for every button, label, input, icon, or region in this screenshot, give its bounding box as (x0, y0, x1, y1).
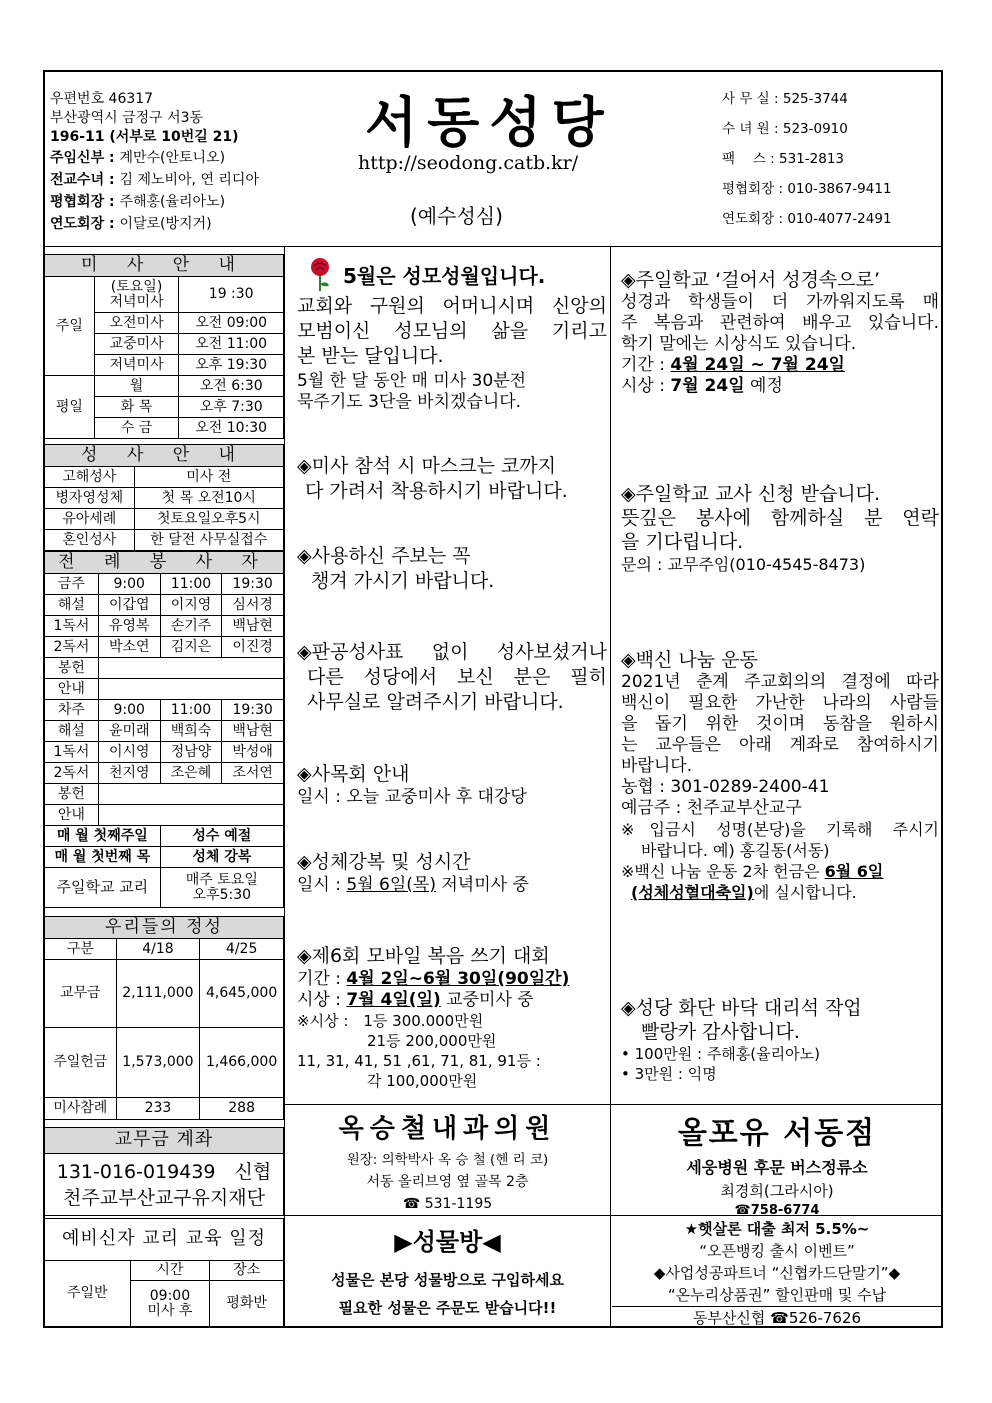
w2-name: 윤미래 (98, 721, 160, 742)
sac-3: 유아세례 (45, 509, 135, 530)
w2-name: 정남양 (160, 742, 222, 763)
notice-r2-line: 뜻깊은 봉사에 함께하실 분 연락 (621, 507, 939, 529)
notice-7-prize: 21등 200,000만원 (367, 1032, 497, 1050)
clinic-doctor: 원장: 의학박사 옥 승 철 (헨 리 코) (346, 1152, 549, 1168)
contact-2: 수 녀 원 : 523-0910 (722, 121, 848, 137)
week1-time-3: 19:30 (222, 574, 284, 595)
store-ad (286, 1222, 609, 1322)
notice-6 (297, 850, 529, 896)
notice-4 (297, 640, 607, 715)
notice-5-text: 일시 : 오늘 교중미사 후 대강당 (297, 787, 527, 807)
catechumen-head: 장소 (210, 1261, 284, 1281)
contact-3: 팩 스 : 531-2813 (722, 151, 845, 167)
notice-6-text: 일시 : 5월 6일(목) 저녁미사 중 (297, 875, 529, 895)
notice-7-prize: 각 100,000만원 (367, 1072, 478, 1090)
offering-value: 1,573,000 (116, 1028, 200, 1098)
notice-r1-line: 주 복음과 관련하여 배우고 있습니다. (621, 313, 939, 333)
account-info (45, 1154, 284, 1216)
notice-r4-item: • 3만원 : 익명 (621, 1065, 717, 1083)
offering-head: 구분 (45, 939, 117, 960)
notice-5 (297, 762, 527, 808)
notice-r3-line: 2021년 춘계 주교회의의 결정에 따라 (621, 672, 939, 692)
service-title: 전 례 봉 사 자 (45, 552, 284, 574)
mass-sun-1: 오전미사 (94, 313, 179, 334)
w2-name: 박성애 (222, 742, 284, 763)
notice-6-title: ◈성체강복 및 성시간 (297, 851, 471, 873)
header-contacts (722, 84, 892, 234)
mass-sun-1-time: 오전 09:00 (179, 313, 284, 334)
w1-role-5: 안내 (45, 679, 99, 700)
w2-name: 이시영 (98, 742, 160, 763)
offering-head: 4/25 (200, 939, 284, 960)
notice-7-prize: ※시상 : 1등 300.000만원 (297, 1012, 484, 1030)
staff-2: 전교수녀 : 김 제노비아, 연 리디아 (50, 172, 259, 188)
notice-r3-holder: 예금주 : 천주교부산교구 (621, 798, 802, 818)
w1-name: 백남현 (222, 616, 284, 637)
w1-role-2: 1독서 (45, 616, 99, 637)
notice-2-line: 다 가려서 착용하시기 바랍니다. (305, 480, 568, 502)
notice-4-line: ◈판공성사표 없이 성사보셨거나 (297, 641, 607, 663)
mass-wd-3-time: 오전 10:30 (179, 418, 284, 439)
offering-value: 1,466,000 (200, 1028, 284, 1098)
mass-sat-time: 19 :30 (179, 277, 284, 313)
notice-3 (297, 544, 494, 594)
bank-line: ★햇살론 대출 최저 5.5%~ (684, 1220, 870, 1238)
w2-role-1: 해설 (45, 721, 99, 742)
church-url[interactable]: http://seodong.catb.kr/ (358, 152, 579, 174)
notice-r3-note: 바랍니다. 예) 홍길동(서동) (641, 841, 830, 860)
rose-icon (305, 256, 335, 292)
offering-label: 교무금 (45, 960, 117, 1028)
notice-r2-title: ◈주일학교 교사 신청 받습니다. (621, 483, 881, 505)
sac-3-info: 첫토요일오후5시 (134, 509, 283, 530)
w1-role-1: 해설 (45, 595, 99, 616)
w1-name: 손기주 (160, 616, 222, 637)
middle-column (297, 256, 607, 1090)
week-theme: (예수성심) (410, 204, 503, 228)
mass-table (44, 254, 284, 439)
w2-role-2: 1독서 (45, 742, 99, 763)
service-table (44, 551, 284, 908)
w1-name: 유영복 (98, 616, 160, 637)
notice-4-line: 다른 성당에서 보신 분은 필히 (307, 666, 607, 688)
mass-wd-1-time: 오전 6:30 (179, 376, 284, 397)
credit-union-ad (612, 1218, 942, 1329)
notice-5-title: ◈사목회 안내 (297, 763, 410, 785)
monthly-2: 매 월 첫번째 목 (45, 847, 161, 868)
week1-label: 금주 (45, 574, 99, 595)
w1-name: 심서경 (222, 595, 284, 616)
offering-table (44, 916, 284, 1120)
notice-r3-note: ※백신 나눔 운동 2차 헌금은 6월 6일 (621, 862, 884, 881)
notice-r3-line: 백신이 필요한 가난한 나라의 사람들 (621, 693, 939, 713)
clinic-address: 서동 올리브영 옆 골목 2층 (366, 1174, 529, 1190)
offering-label: 주일헌금 (45, 1028, 117, 1098)
notice-7-title: ◈제6회 모바일 복음 쓰기 대회 (297, 945, 550, 967)
w2-role-3: 2독서 (45, 763, 99, 784)
notice-7 (297, 944, 607, 1091)
header-address (50, 90, 259, 235)
address-line-1: 부산광역시 금정구 서3동 (50, 110, 204, 126)
w2-name: 백남현 (222, 721, 284, 742)
bank-line: 동부산신협 ☎526-7626 (612, 1306, 942, 1329)
offering-value: 288 (200, 1098, 284, 1120)
notice-7-period: 기간 : 4월 2일~6월 30일(90일간) (297, 969, 570, 989)
mass-sun-3: 저녁미사 (94, 355, 179, 376)
mass-wd-1: 월 (94, 376, 179, 397)
notice-1-line: 본 받는 달입니다. (297, 345, 444, 367)
w1-empty (98, 658, 283, 679)
notice-r1-line: 학기 말에는 시상식도 있습니다. (621, 334, 857, 354)
sacrament-title: 성 사 안 내 (45, 445, 284, 467)
staff-4: 연도회장 : 이달로(방지거) (50, 216, 212, 232)
offering-head: 4/18 (116, 939, 200, 960)
w1-role-3: 2독서 (45, 637, 99, 658)
mass-wd-2: 화 목 (94, 397, 179, 418)
address-line-2: 196-11 (서부로 10번길 21) (50, 129, 239, 145)
notice-r1-award: 시상 : 7월 24일 예정 (621, 376, 783, 396)
notice-r3 (621, 648, 939, 903)
w1-name: 박소연 (98, 637, 160, 658)
sacrament-table (44, 444, 284, 551)
staff-1: 주임신부 : 계만수(안토니오) (50, 150, 226, 166)
catechumen-title: 예비신자 교리 교육 일정 (45, 1219, 284, 1261)
account-title: 교무금 계좌 (45, 1128, 284, 1154)
store-line: 필요한 성물은 주문도 받습니다!! (338, 1299, 557, 1317)
church-title: 서동성당 (365, 91, 614, 154)
notice-3-line: 챙겨 가시기 바랍니다. (311, 570, 495, 592)
clinic-ad (286, 1108, 609, 1215)
shop-name: 올포유 서동점 (677, 1116, 877, 1151)
w2-name: 백희숙 (160, 721, 222, 742)
notice-r2-contact: 문의 : 교무주임(010-4545-8473) (621, 555, 866, 574)
notice-4-line: 사무실로 알려주시기 바랍니다. (307, 691, 564, 713)
contact-5: 연도회장 : 010-4077-2491 (722, 211, 892, 227)
w1-role-4: 봉헌 (45, 658, 99, 679)
notice-1-line: 교회와 구원의 어머니시며 신앙의 (297, 295, 607, 317)
notice-1-header (297, 256, 607, 294)
notice-r4 (621, 996, 939, 1084)
postal-code: 우편번호 46317 (50, 91, 154, 107)
mass-sun-2: 교중미사 (94, 334, 179, 355)
notice-r3-note: (성체성혈대축일)에 실시합니다. (631, 883, 857, 902)
notice-1-line: 5월 한 달 동안 매 미사 30분전 (297, 371, 527, 391)
notice-3-line: ◈사용하신 주보는 꼭 (297, 545, 471, 567)
w2-role-4: 봉헌 (45, 784, 99, 805)
notice-2-line: ◈미사 참석 시 마스크는 코까지 (297, 455, 557, 477)
school-time: 매주 토요일 오후5:30 (160, 868, 283, 908)
weekday-label: 평일 (45, 376, 95, 439)
catechumen-label: 주일반 (45, 1261, 131, 1327)
w1-name: 이진경 (222, 637, 284, 658)
mass-sun-2-time: 오전 11:00 (179, 334, 284, 355)
week2-time-2: 11:00 (160, 700, 222, 721)
notice-r1-line: 성경과 학생들이 더 가까워지도록 매 (621, 292, 939, 312)
w2-name: 조서연 (222, 763, 284, 784)
w2-role-5: 안내 (45, 805, 99, 826)
w1-name: 이지영 (160, 595, 222, 616)
monthly-1-b: 성수 예절 (160, 826, 283, 847)
offering-title: 우리들의 정성 (45, 917, 284, 939)
week2-label: 차주 (45, 700, 99, 721)
notice-r1-body (621, 292, 939, 355)
notice-r3-line: 는 교우들은 아래 계좌로 참여하시기 (621, 735, 939, 755)
notice-1-line: 모범이신 성모님의 삶을 기리고 (297, 320, 607, 342)
w2-name: 천지영 (98, 763, 160, 784)
w1-empty (98, 679, 283, 700)
account-owner: 천주교부산교구유지재단 (63, 1186, 265, 1209)
offering-label: 미사참례 (45, 1098, 117, 1120)
contact-4: 평협회장 : 010-3867-9411 (722, 181, 892, 197)
notice-7-award: 시상 : 7월 4일(일) 교중미사 중 (297, 990, 534, 1010)
contact-1: 사 무 실 : 525-3744 (722, 91, 848, 107)
monthly-1: 매 월 첫째주일 (45, 826, 161, 847)
col-divider-1 (284, 246, 285, 1328)
notice-r4-item: • 100만원 : 주해홍(율리아노) (621, 1045, 820, 1063)
account-table (44, 1127, 284, 1216)
notice-r3-note: ※입금시 성명(본당)을 기록해 주시기 (621, 820, 939, 839)
account-number: 131-016-019439 신협 (56, 1160, 272, 1183)
bank-line: “온누리상품권” 할인판매 및 수납 (667, 1286, 887, 1304)
mass-title: 미 사 안 내 (45, 255, 284, 277)
mass-sat-name: (토요일) 저녁미사 (94, 277, 179, 313)
offering-value: 2,111,000 (116, 960, 200, 1028)
notice-2 (297, 454, 568, 504)
notice-r1-title: ◈주일학교 ‘걸어서 성경속으로’ (621, 269, 881, 291)
notice-r3-line: 바랍니다. (621, 756, 693, 776)
mass-wd-3: 수 금 (94, 418, 179, 439)
week1-time-2: 11:00 (160, 574, 222, 595)
sac-1: 고해성사 (45, 467, 135, 488)
clinic-phone: ☎ 531-1195 (402, 1196, 493, 1212)
notice-r3-bank: 농협 : 301-0289-2400-41 (621, 777, 830, 797)
notice-r3-title: ◈백신 나눔 운동 (621, 649, 758, 671)
catechumen-place: 평화반 (210, 1281, 284, 1327)
offering-value: 4,645,000 (200, 960, 284, 1028)
monthly-2-b: 성체 강복 (160, 847, 283, 868)
sac-2: 병자영성체 (45, 488, 135, 509)
notice-r2 (621, 482, 939, 576)
col-divider-2 (610, 246, 611, 1328)
w2-empty (98, 805, 283, 826)
sac-2-info: 첫 목 오전10시 (134, 488, 283, 509)
notice-r1-period: 기간 : 4월 24일 ~ 7월 24일 (621, 355, 845, 375)
w2-empty (98, 784, 283, 805)
shop-owner: 최경희(그라시아) (720, 1182, 834, 1200)
store-line: 성물은 본당 성물방으로 구입하세요 (330, 1271, 565, 1289)
store-title: ▶성물방◀ (394, 1228, 501, 1256)
sac-1-info: 미사 전 (134, 467, 283, 488)
sac-4: 혼인성사 (45, 530, 135, 551)
school-label: 주일학교 교리 (45, 868, 161, 908)
catechumen-head: 시간 (130, 1261, 210, 1281)
shop-location: 세웅병원 후문 버스정류소 (686, 1158, 868, 1177)
mass-sun-3-time: 오후 19:30 (179, 355, 284, 376)
notice-r4-title: 빨랑카 감사합니다. (641, 1021, 800, 1043)
week1-time-1: 9:00 (98, 574, 160, 595)
notice-r2-line: 을 기다립니다. (621, 531, 744, 553)
w1-name: 김지은 (160, 637, 222, 658)
week2-time-1: 9:00 (98, 700, 160, 721)
bank-line: “오픈뱅킹 출시 이벤트” (699, 1242, 855, 1260)
bank-line: ◆사업성공파트너 “신협카드단말기”◆ (653, 1264, 901, 1282)
notice-r4-title: ◈성당 화단 바닥 대리석 작업 (621, 997, 862, 1019)
notice-r3-line: 을 돕기 위한 것이며 동참을 원하시 (621, 714, 939, 734)
shop-phone: ☎758-6774 (734, 1203, 820, 1218)
notice-1-line: 묵주기도 3단을 바치겠습니다. (297, 392, 522, 412)
shop-ad (612, 1108, 942, 1220)
clinic-name: 옥승철내과의원 (338, 1114, 557, 1144)
sac-4-info: 한 달전 사무실접수 (134, 530, 283, 551)
catechumen-time: 09:00 미사 후 (130, 1281, 210, 1327)
mass-wd-2-time: 오후 7:30 (179, 397, 284, 418)
ads-divider-1 (284, 1104, 943, 1105)
right-column (621, 268, 939, 1083)
sunday-label: 주일 (45, 277, 95, 376)
notice-1-body (297, 294, 607, 369)
offering-value: 233 (116, 1098, 200, 1120)
header-divider (43, 246, 943, 247)
notice-1-title: 5월은 성모성월입니다. (343, 264, 546, 288)
notice-7-prize: 11, 31, 41, 51 ,61, 71, 81, 91등 : (297, 1052, 541, 1070)
w2-name: 조은혜 (160, 763, 222, 784)
w1-name: 이갑엽 (98, 595, 160, 616)
week2-time-3: 19:30 (222, 700, 284, 721)
catechumen-table (44, 1218, 284, 1327)
staff-3: 평협회장 : 주해홍(율리아노) (50, 194, 226, 210)
